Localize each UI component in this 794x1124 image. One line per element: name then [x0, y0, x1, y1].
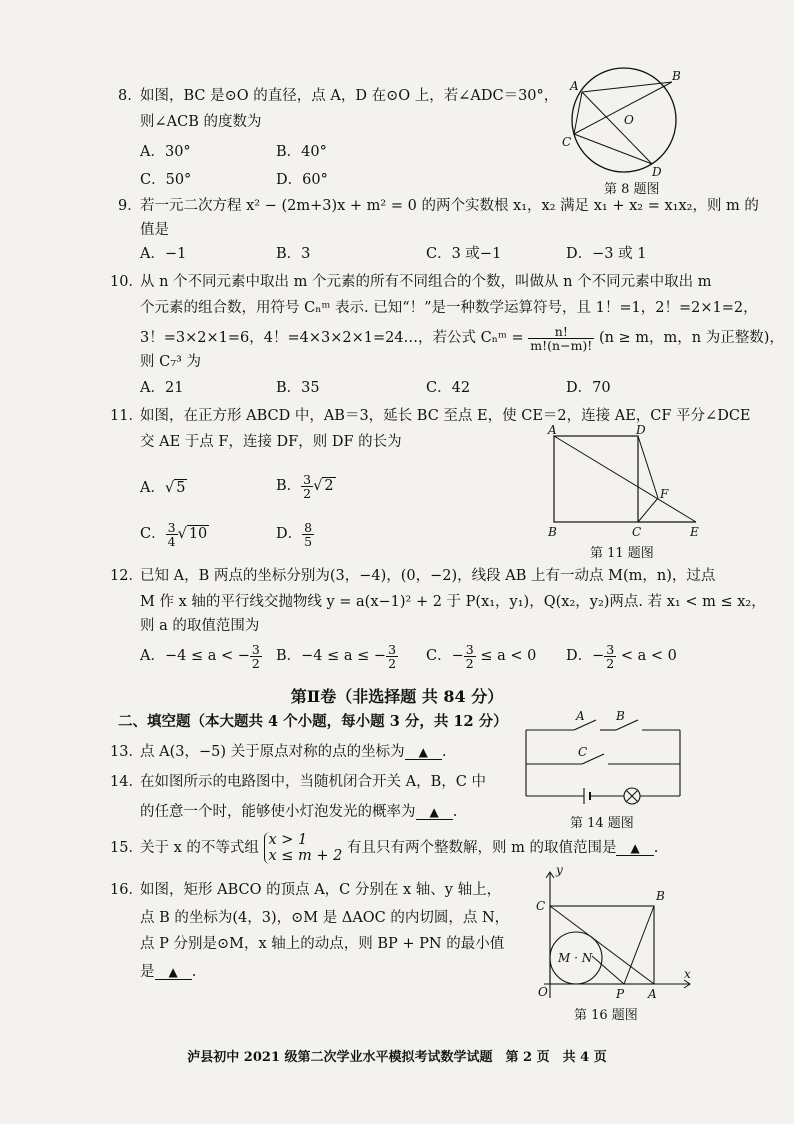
q12-text-line3: 则 a 的取值范围为 — [140, 618, 260, 634]
q14-text-line2 — [140, 802, 457, 822]
q11-option-b-den: 2 — [303, 485, 312, 501]
q12-text-line1: 已知 A，B 两点的坐标分别为(3，−4)，(0，−2)，线段 AB 上有一动点 M(m，n)，过点 — [140, 568, 716, 584]
q14-circuit-figure — [520, 708, 686, 812]
q9-option-b: B．3 — [276, 246, 311, 262]
q12-option-c — [426, 640, 536, 672]
q10-text-line2: 个元素的组合数，用符号 Cₙᵐ 表示. 已知“！”是一种数学运算符号，且 1！=1，2！=2×1=2， — [140, 300, 758, 316]
q11-option-c-fraction — [166, 521, 178, 548]
q15-text-pre: 关于 x 的不等式组 — [140, 840, 259, 856]
q15-answer-blank[interactable]: ▲ — [616, 841, 653, 856]
q16-text-line2: 点 B 的坐标为(4，3)，⊙M 是 ΔAOC 的内切圆，点 N， — [140, 910, 510, 926]
q16-number: 16． — [110, 882, 143, 898]
q11-text-line2: 交 AE 于点 F，连接 DF，则 DF 的长为 — [140, 434, 402, 450]
q10-option-c: C．42 — [426, 380, 471, 396]
q8-label-c: C — [562, 135, 572, 149]
q16-text-line1: 如图，矩形 ABCO 的顶点 A，C 分别在 x 轴、y 轴上， — [140, 882, 502, 898]
q10-formula-pre: 3！=3×2×1=6，4！=4×3×2×1=24…，若公式 Cₙᵐ = — [140, 330, 524, 346]
q9-option-d: D．−3 或 1 — [566, 246, 647, 262]
q8-option-d: D．60° — [276, 172, 328, 188]
q15-inequality-system — [264, 832, 343, 864]
section2-heading: 二、填空题（本大题共 4 个小题，每小题 3 分，共 12 分） — [118, 713, 508, 730]
q12-option-c-label: C．− — [426, 648, 464, 664]
q10-option-d: D．70 — [566, 380, 611, 396]
q14-label-c: C — [578, 745, 588, 759]
q12-option-a-label: A．−4 ≤ a < − — [140, 648, 250, 664]
q16-label-o: O — [538, 985, 548, 999]
q11-option-c-radicand: 10 — [188, 526, 208, 542]
q11-label-c: C — [632, 525, 642, 539]
q12-text-line2: M 作 x 轴的平行线交抛物线 y = a(x−1)² + 2 于 P(x₁，y₁)，Q(x₂，y₂)两点. 若 x₁ < m ≤ x₂， — [140, 594, 766, 610]
q15-inequality-2: x ≤ m + 2 — [268, 848, 343, 864]
q11-option-c: C． $\frac{3}{4}$ √ 10 — [140, 519, 208, 549]
q11-caption: 第 11 题图 — [590, 546, 654, 561]
q16-answer-blank[interactable]: ▲ — [155, 965, 192, 980]
q12-option-c-post: ≤ a < 0 — [480, 648, 537, 664]
q16-label-y: y — [556, 866, 563, 877]
q8-label-o: O — [624, 113, 634, 127]
q14-text-end: . — [452, 804, 458, 820]
q16-label-m-n: M · N — [558, 951, 593, 965]
q12-option-d-fraction — [604, 643, 616, 670]
q11-label-f: F — [660, 487, 669, 501]
q12-option-a-den: 2 — [251, 655, 260, 671]
q11-label-d: D — [636, 424, 646, 437]
q8-caption: 第 8 题图 — [604, 182, 660, 197]
q12-option-d — [566, 640, 677, 672]
q11-option-c-num: 3 — [167, 519, 176, 535]
q15-inequality-1: x > 1 — [268, 832, 308, 848]
q14-label-b: B — [616, 709, 625, 723]
q12-option-d-den: 2 — [606, 655, 615, 671]
page-footer: 泸县初中 2021 级第二次学业水平模拟考试数学试题 第 2 页 共 4 页 — [187, 1050, 607, 1065]
q16-text-pre: 是 — [140, 964, 155, 980]
q14-label-a: A — [576, 709, 585, 723]
q11-option-d-fraction — [302, 521, 314, 548]
q11-option-c-label: C． — [140, 526, 166, 542]
q16-label-x: x — [684, 967, 691, 981]
q16-caption: 第 16 题图 — [574, 1008, 638, 1023]
q15-number: 15． — [110, 840, 143, 856]
q13-number: 13． — [110, 744, 143, 760]
q10-text-line4: 则 C₇³ 为 — [140, 354, 201, 370]
q12-option-d-post: < a < 0 — [620, 648, 677, 664]
q11-text-line1: 如图，在正方形 ABCD 中，AB＝3，延长 BC 至点 E，使 CE＝2，连接 AE，CF 平分∠DCE — [140, 408, 751, 424]
q12-option-a — [140, 640, 262, 672]
q12-number: 12． — [110, 568, 143, 584]
q11-label-e: E — [690, 525, 699, 539]
q11-label-a: A — [548, 424, 557, 437]
q14-text-line1: 在如图所示的电路图中，当随机闭合开关 A，B，C 中 — [140, 774, 486, 790]
q8-number: 8. — [118, 88, 132, 104]
q13-text — [140, 742, 446, 762]
q9-text-line1: 若一元二次方程 x² − (2m+3)x + m² = 0 的两个实数根 x₁，x₂ 满足 x₁ + x₂ = x₁x₂，则 m 的 — [140, 198, 759, 214]
q8-label-a: A — [570, 79, 579, 93]
q12-option-a-num: 3 — [251, 641, 260, 657]
q11-option-b-radicand: 2 — [324, 478, 334, 494]
q12-option-c-fraction — [464, 643, 476, 670]
q12-option-b-den: 2 — [388, 655, 397, 671]
q9-option-a: A．−1 — [140, 246, 187, 262]
q11-option-b: B． $\frac{3}{2}$ √ 2 — [276, 471, 334, 501]
q10-fraction-denominator: m!(n−m)! — [530, 337, 593, 353]
q9-number: 9． — [118, 198, 142, 214]
q11-option-d-den: 5 — [304, 533, 313, 549]
q10-text-line1: 从 n 个不同元素中取出 m 个元素的所有不同组合的个数，叫做从 n 个不同元素中取出 m — [140, 274, 712, 290]
q14-caption: 第 14 题图 — [570, 816, 634, 831]
q8-option-b: B．40° — [276, 144, 327, 160]
q8-label-d: D — [652, 165, 662, 179]
q14-number: 14． — [110, 774, 143, 790]
q11-option-a-radicand: 5 — [176, 480, 186, 496]
q11-figure — [540, 424, 710, 542]
q12-option-a-fraction — [250, 643, 262, 670]
q16-text-line3: 点 P 分别是⊙M，x 轴上的动点，则 BP + PN 的最小值 — [140, 936, 505, 952]
q15-text-end: . — [653, 840, 659, 856]
q8-text-line2: 则∠ACB 的度数为 — [140, 114, 262, 130]
q11-number: 11． — [110, 408, 143, 424]
q11-option-b-label: B． — [276, 478, 302, 494]
q15-text-post: 有且只有两个整数解，则 m 的取值范围是 — [347, 840, 617, 856]
q10-option-a: A．21 — [140, 380, 184, 396]
q16-figure — [522, 866, 698, 1004]
q13-text-end: . — [441, 744, 447, 760]
q11-option-b-fraction — [301, 473, 313, 500]
q10-option-b: B．35 — [276, 380, 320, 396]
q10-number: 10． — [110, 274, 143, 290]
q16-text-line4 — [140, 962, 196, 982]
q8-option-a: A．30° — [140, 144, 191, 160]
q9-option-c: C．3 或−1 — [426, 246, 502, 262]
q13-answer-blank[interactable]: ▲ — [405, 745, 442, 760]
q14-text-body: 的任意一个时，能够使小灯泡发光的概率为 — [140, 804, 416, 820]
q12-option-b — [276, 640, 398, 672]
q12-option-c-num: 3 — [465, 641, 474, 657]
q8-text-line1: 如图，BC 是⊙O 的直径，点 A，D 在⊙O 上，若∠ADC＝30°， — [140, 88, 559, 104]
q11-option-d-num: 8 — [304, 519, 313, 535]
q11-option-d — [276, 518, 314, 550]
q10-fraction-numerator: n! — [528, 325, 594, 339]
q13-text-body: 点 A(3，−5) 关于原点对称的点的坐标为 — [140, 744, 405, 760]
q12-option-b-fraction — [386, 643, 398, 670]
q11-option-c-den: 4 — [167, 533, 176, 549]
part2-title: 第Ⅱ卷（非选择题 共 84 分） — [290, 687, 504, 706]
q16-label-p: P — [616, 987, 625, 1001]
q14-answer-blank[interactable]: ▲ — [416, 805, 453, 820]
q12-option-b-label: B．−4 ≤ a ≤ − — [276, 648, 387, 664]
q11-option-b-num: 3 — [303, 471, 312, 487]
q10-text-line3 — [140, 324, 784, 352]
q16-text-end: . — [191, 964, 197, 980]
q11-label-b: B — [548, 525, 557, 539]
q9-text-line2: 值是 — [140, 222, 169, 238]
q10-formula-post: (n ≥ m，m，n 为正整数)， — [598, 330, 784, 346]
q12-option-d-num: 3 — [606, 641, 615, 657]
q12-option-b-num: 3 — [388, 641, 397, 657]
q8-option-c: C．50° — [140, 172, 192, 188]
q10-formula-fraction — [528, 325, 594, 352]
q16-label-c: C — [536, 899, 546, 913]
q16-label-b: B — [656, 889, 665, 903]
q8-label-b: B — [672, 69, 681, 83]
q16-label-a: A — [648, 987, 657, 1001]
q11-option-d-label: D． — [276, 526, 303, 542]
q11-option-a-label: A． — [140, 480, 165, 496]
q12-option-c-den: 2 — [465, 655, 474, 671]
q8-figure — [560, 62, 690, 182]
q12-option-d-label: D．− — [566, 648, 605, 664]
q11-option-a: A．√ 5 — [140, 480, 186, 496]
q15-text — [140, 830, 658, 866]
